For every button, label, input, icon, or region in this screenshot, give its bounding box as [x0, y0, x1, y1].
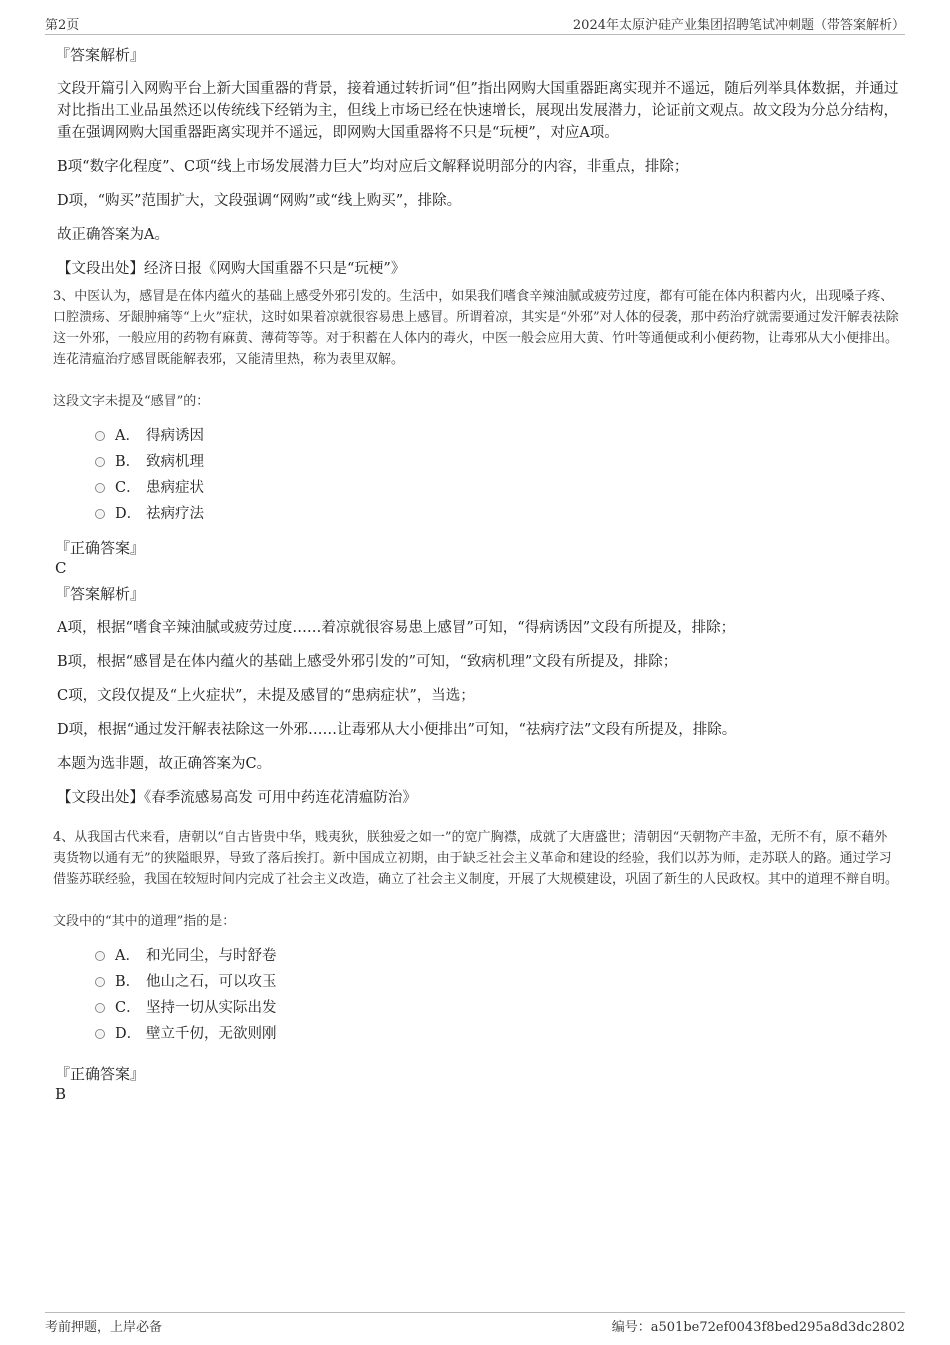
q3-answer: C: [55, 559, 67, 577]
q3-prompt: 这段文字未提及“感冒”的：: [53, 394, 210, 409]
q2-source: 【文段出处】经济日报《网购大国重器不只是“玩梗”》: [57, 261, 406, 277]
q3-option-c[interactable]: C． 患病症状: [95, 475, 900, 501]
q3-analysis-para: B项，根据“感冒是在体内蕴火的基础上感受外邪引发的”可知，“致病机理”文段有所提及，排除；: [57, 654, 678, 670]
q4-answer-heading: 『正确答案』: [55, 1065, 146, 1083]
q2-analysis-heading: 『答案解析』: [55, 46, 146, 64]
q2-conclusion: 故正确答案为A。: [57, 227, 169, 243]
q3-stem: 3、中医认为，感冒是在体内蕴火的基础上感受外邪引发的。生活中，如果我们嗜食辛辣油腻或疲劳过度，都有可能在体内积蓄内火，出现嗓子疼、口腔溃疡、牙龈肿痛等“上火”症状，这时如果着凉就很容易患上感冒。所谓着凉，其实是“外邪”对人体的侵袭，那中药治疗就需要通过发汗解表祛除这一外邪，一般应用的药物有麻黄、薄荷等等。对于积蓄在人体内的毒火，中医一般会应用大黄、竹叶等通便或利小便药物，让毒邪从大小便排出。连花清瘟治疗感冒既能解表邪，又能清里热，称为表里双解。: [53, 289, 899, 367]
radio-icon[interactable]: [95, 431, 105, 441]
page-footer: [45, 1312, 905, 1337]
q4-option-d[interactable]: D． 壁立千仞，无欲则刚: [95, 1021, 900, 1047]
radio-icon[interactable]: [95, 1029, 105, 1039]
q2-analysis-para: B项“数字化程度”、C项“线上市场发展潜力巨大”均对应后文解释说明部分的内容，非重点，排除；: [57, 159, 689, 175]
q3-options: [95, 423, 900, 527]
q4-answer: B: [55, 1085, 67, 1103]
page-header: [45, 12, 905, 35]
q3-analysis-heading: 『答案解析』: [55, 585, 146, 603]
q4-option-b[interactable]: B． 他山之石，可以攻玉: [95, 969, 900, 995]
q3-analysis-para: A项，根据“嗜食辛辣油腻或疲劳过度……着凉就很容易患上感冒”可知，“得病诱因”文段有所提及，排除；: [57, 620, 736, 636]
q3-option-a[interactable]: A． 得病诱因: [95, 423, 900, 449]
q4-option-a[interactable]: A． 和光同尘，与时舒卷: [95, 943, 900, 969]
q3-answer-heading: 『正确答案』: [55, 539, 146, 557]
page-content: [55, 44, 900, 1103]
footer-slogan: 考前押题，上岸必备: [45, 1320, 163, 1335]
document-code: 编号：a501be72ef0043f8bed295a8d3dc2802: [611, 1320, 905, 1335]
radio-icon[interactable]: [95, 509, 105, 519]
radio-icon[interactable]: [95, 977, 105, 987]
q2-analysis-para: 文段开篇引入网购平台上新大国重器的背景，接着通过转折词“但”指出网购大国重器距离实现并不遥远，随后列举具体数据，并通过对比指出工业品虽然还以传统线下经销为主，但线上市场已经在快速增长，展现出发展潜力，论证前文观点。故文段为分总分结构，重在强调网购大国重器距离实现并不遥远，即网购大国重器将不只是“玩梗”，对应A项。: [57, 81, 899, 141]
q4-stem: 4、从我国古代来看，唐朝以“自古皆贵中华，贱夷狄，朕独爱之如一”的宽广胸襟，成就了大唐盛世；清朝因“天朝物产丰盈，无所不有，原不藉外夷货物以通有无”的狭隘眼界，导致了落后挨打。新中国成立初期，由于缺乏社会主义革命和建设的经验，我们以苏为师，走苏联人的路。通过学习借鉴苏联经验，我国在较短时间内完成了社会主义改造，确立了社会主义制度，开展了大规模建设，巩固了新生的人民政权。其中的道理不辩自明。: [53, 830, 899, 887]
q4-prompt: 文段中的“其中的道理”指的是：: [53, 914, 236, 929]
q3-option-b[interactable]: B． 致病机理: [95, 449, 900, 475]
document-title: 2024年太原沪硅产业集团招聘笔试冲刺题（带答案解析）: [572, 18, 905, 33]
q3-analysis-para: D项，根据“通过发汗解表祛除这一外邪……让毒邪从大小便排出”可知，“祛病疗法”文段有所提及，排除。: [57, 722, 737, 738]
radio-icon[interactable]: [95, 1003, 105, 1013]
radio-icon[interactable]: [95, 951, 105, 961]
q3-analysis-para: C项，文段仅提及“上火症状”，未提及感冒的“患病症状”，当选；: [57, 688, 475, 704]
radio-icon[interactable]: [95, 483, 105, 493]
radio-icon[interactable]: [95, 457, 105, 467]
q3-source: 【文段出处】《春季流感易高发 可用中药连花清瘟防治》: [57, 790, 417, 806]
page-number: 第2页: [45, 18, 80, 33]
q4-option-c[interactable]: C． 坚持一切从实际出发: [95, 995, 900, 1021]
q3-conclusion: 本题为选非题，故正确答案为C。: [57, 756, 272, 772]
q4-options: [95, 943, 900, 1047]
q2-analysis-para: D项，“购买”范围扩大，文段强调“网购”或“线上购买”，排除。: [57, 193, 462, 209]
q3-option-d[interactable]: D． 祛病疗法: [95, 501, 900, 527]
